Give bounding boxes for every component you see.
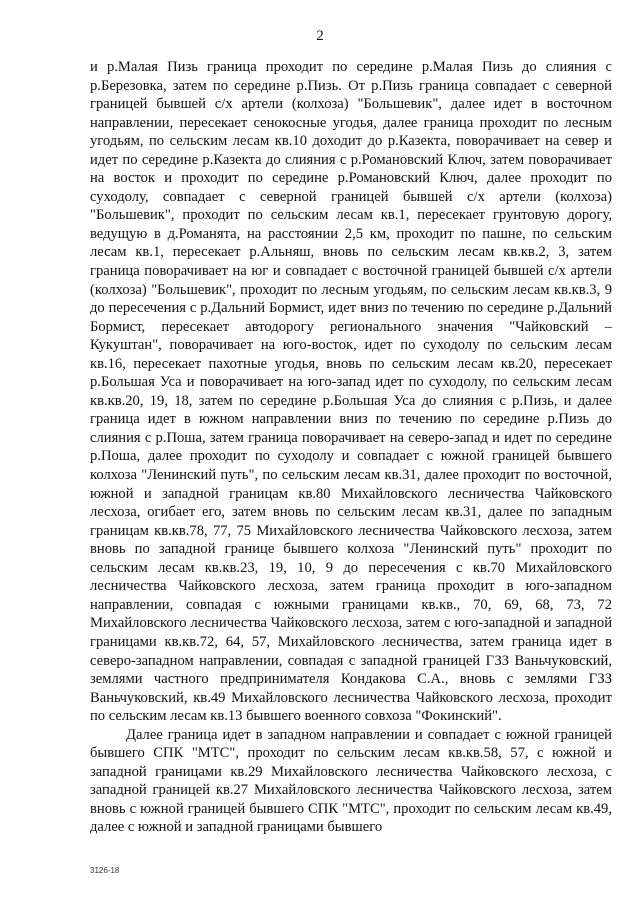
document-code: 3126-18 (90, 866, 120, 875)
paragraph-2: Далее граница идет в западном направлении и совпадает с южной границей бывшего СПК "МТС", проходит по сельским лесам кв.кв.58, 57, с южной и западной границами кв.29 Михайловского лесничества Чайковского лесхоза, с западной границей кв.27 Михайловского лесничества Чайковского лесхоза, затем вновь с южной границей бывшего СПК "МТС", проходит по сельским лесам кв.49, далее с южной и западной границами бывшего (90, 726, 612, 836)
document-body (90, 58, 612, 837)
page-number: 2 (316, 28, 324, 44)
paragraph-1: и р.Малая Пизь граница проходит по середине р.Малая Пизь до слияния с р.Березовка, затем по середине р.Пизь. От р.Пизь граница совпадает с северной границей бывшей с/х артели (колхоза) "Большевик", далее идет в восточном направлении, пересекает сенокосные угодья, далее граница проходит по лесным угодьям, по сельским лесам кв.10 доходит до р.Казекта, поворачивает на север и идет по середине р.Казекта до слияния с р.Романовский Ключ, затем поворачивает на восток и проходит по середине р.Романовский Ключ, далее проходит по суходолу, совпадает с северной границей бывшей с/х артели (колхоза) "Большевик", проходит по сельским лесам кв.1, пересекает грунтовую дорогу, ведущую в д.Романята, на расстоянии 2,5 км, проходит по пашне, по сельским лесам кв.1, пересекает р.Альняш, вновь по сельским лесам кв.кв.2, 3, затем граница поворачивает на юг и совпадает с восточной границей бывшей с/х артели (колхоза) "Большевик", проходит по лесным угодьям, по сельским лесам кв.кв.3, 9 до пересечения с р.Дальний Бормист, идет вниз по течению по середине р.Дальний Бормист, пересекает автодорогу регионального значения "Чайковский – Кукуштан", поворачивает на юго-восток, идет по суходолу по сельским лесам кв.16, пересекает пахотные угодья, вновь по сельским лесам кв.20, пересекает р.Большая Уса и поворачивает на юго-запад идет по суходолу, по сельским лесам кв.кв.20, 19, 18, затем по середине р.Большая Уса до слияния с р.Пизь, и далее граница идет в южном направлении вниз по течению по середине р.Пизь до слияния с р.Поша, затем граница поворачивает на северо-запад и идет по середине р.Поша, далее проходит по суходолу и совпадает с южной границей бывшего колхоза "Ленинский путь", по сельским лесам кв.31, далее проходит по восточной, южной и западной границам кв.80 Михайловского лесничества Чайковского лесхоза, огибает его, затем вновь по сельским лесам кв.31, далее по западным границам кв.кв.78, 77, 75 Михайловского лесничества Чайковского лесхоза, затем вновь по западной границе бывшего колхоза "Ленинский путь" проходит по сельским лесам кв.кв.23, 19, 10, 9 до пересечения с кв.70 Михайловского лесничества Чайковского лесхоза, затем граница проходит в юго-западном направлении, совпадая с южными границами кв.кв., 70, 69, 68, 73, 72 Михайловского лесничества Чайковского лесхоза, затем с юго-западной и западной границами кв.кв.72, 64, 57, Михайловского лесничества, затем граница идет в северо-западном направлении, совпадая с западной границей ГЗЗ Ваньчуковский, землями частного предпринимателя Кондакова С.А., вновь с землями ГЗЗ Ваньчуковский, кв.49 Михайловского лесничества Чайковского лесхоза, проходит по сельским лесам кв.13 бывшего военного совхоза "Фокинский". (90, 59, 612, 725)
